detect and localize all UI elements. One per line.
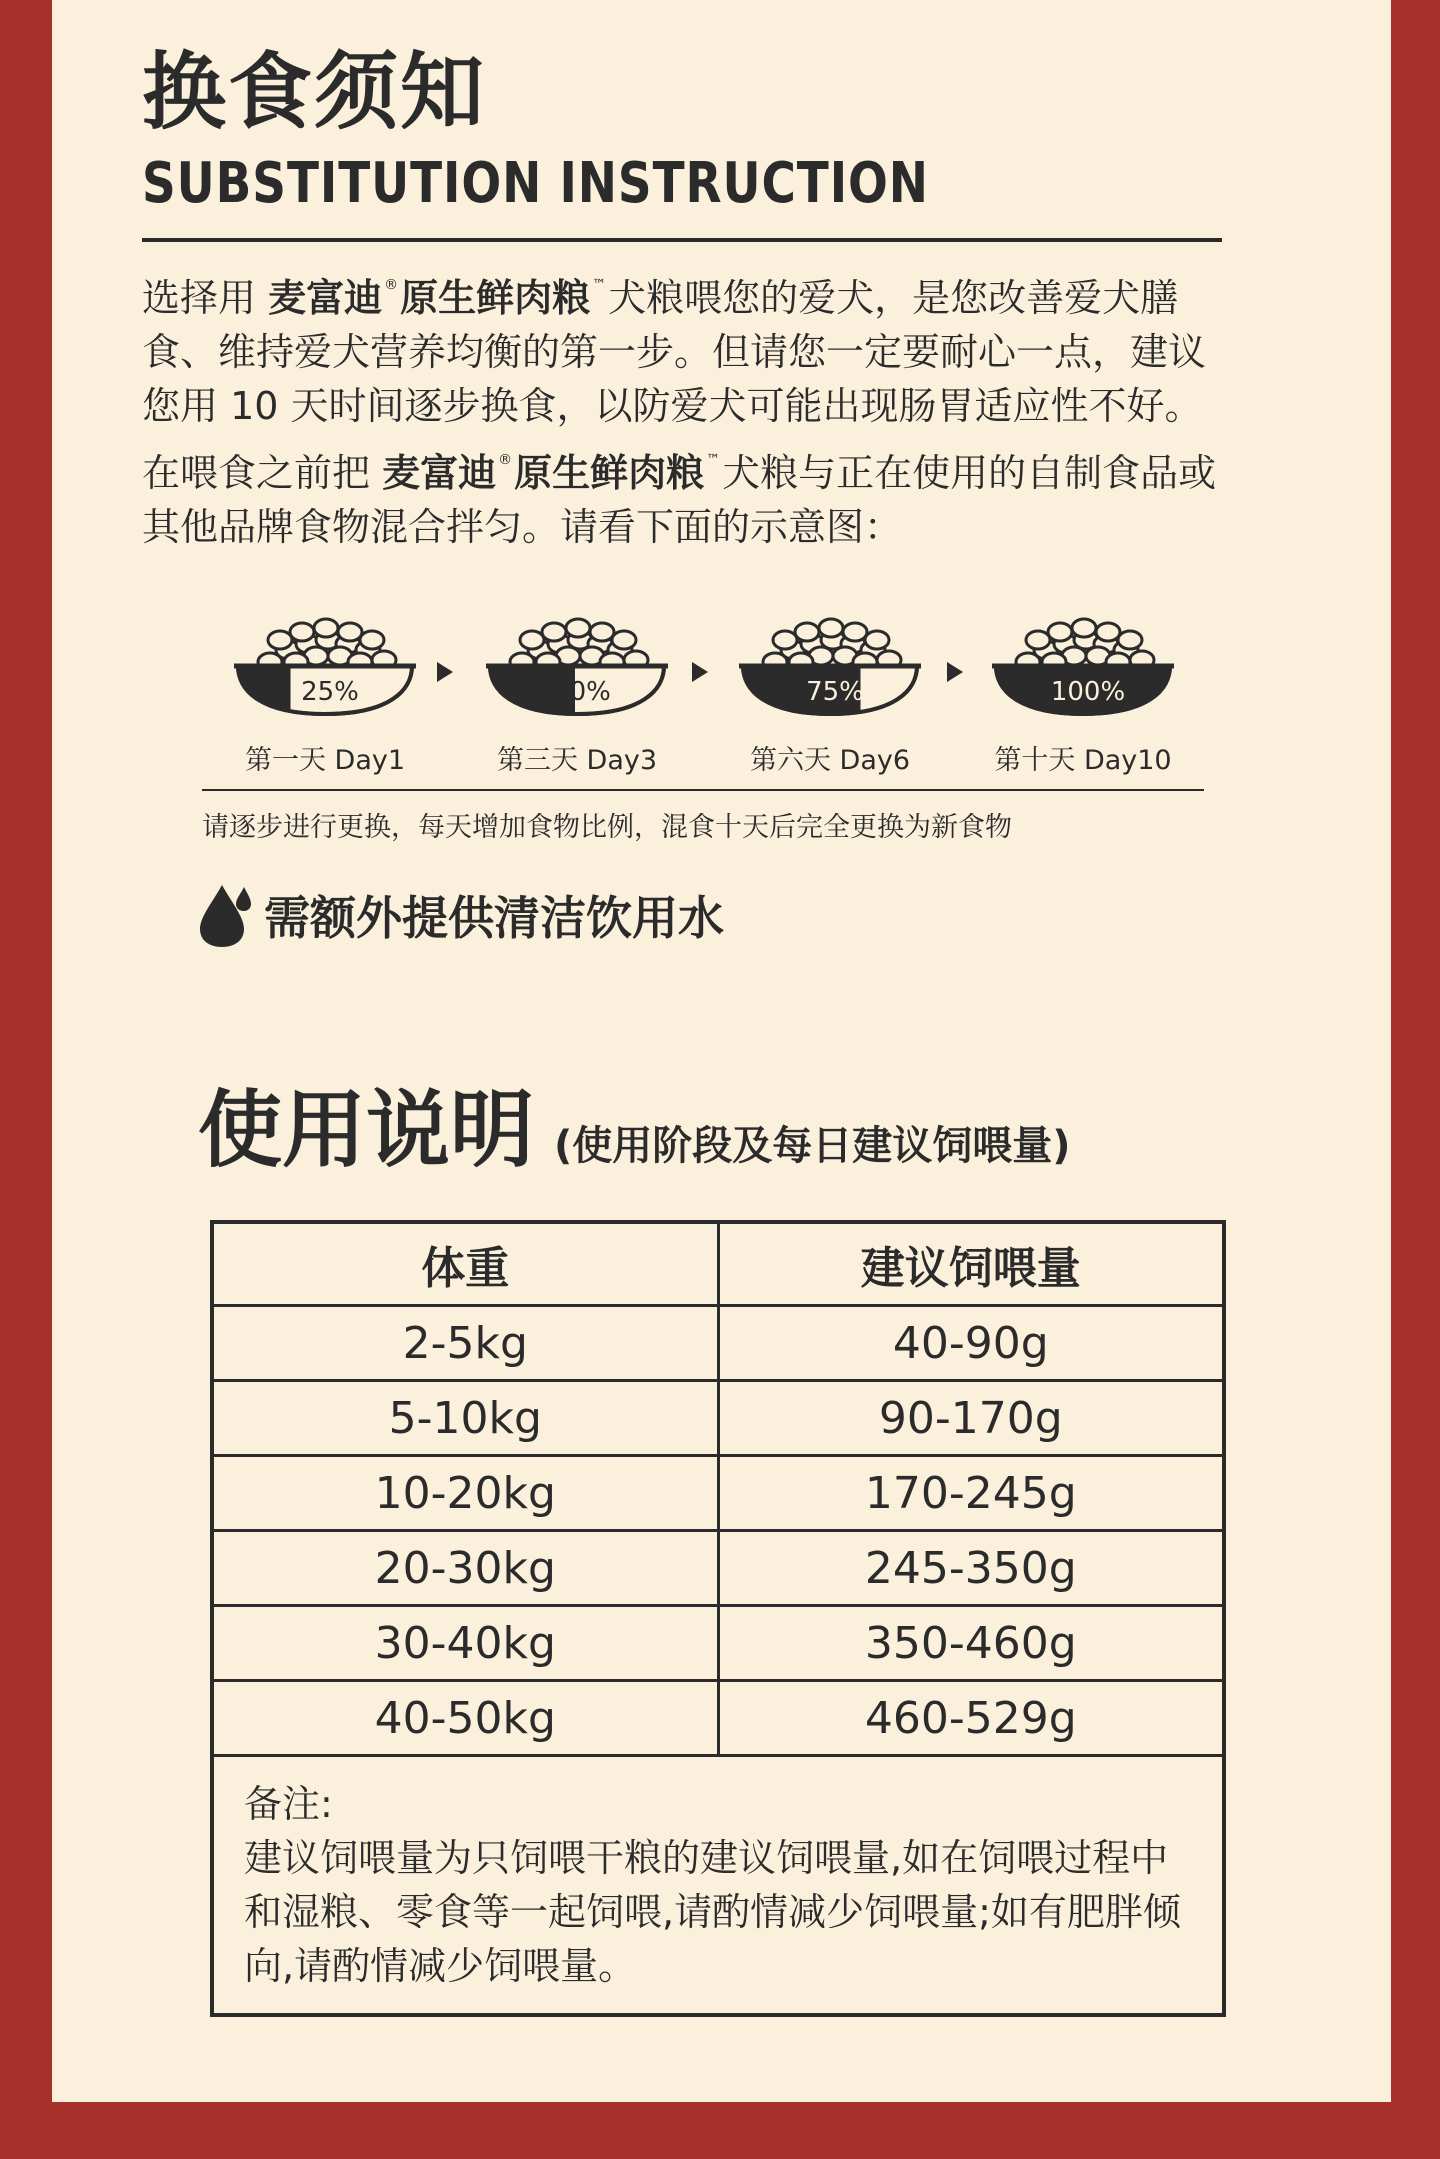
kibble-piece [773,631,797,649]
divider [142,238,1222,242]
arrow-right-icon [947,662,963,682]
kibble-piece [314,619,338,637]
food-bowl-icon [735,610,925,720]
kibble-piece [338,623,362,641]
percent-label: 50% [553,677,611,707]
water-notice-text: 需额外提供清洁饮用水 [264,891,724,945]
product-name: 原生鲜肉粮 [514,451,705,495]
amount-cell: 90-170g [718,1381,1222,1456]
kibble-piece [268,631,292,649]
arrow-right-icon [437,662,453,682]
amount-cell: 245-350g [718,1531,1222,1606]
kibble-piece [843,623,867,641]
weight-cell: 40-50kg [214,1681,718,1756]
step-day1 [225,610,425,777]
kibble-piece [865,631,889,649]
brand-name: 麦富迪 [382,451,497,495]
table-header-row [214,1224,1222,1306]
kibble-piece [1118,631,1142,649]
kibble-piece [520,631,544,649]
water-drop-icon [198,881,252,949]
table-row [214,1606,1222,1681]
page-title: 换食须知 [142,43,487,141]
kibble-piece [1026,631,1050,649]
page-subtitle: SUBSTITUTION INSTRUCTION [142,151,929,216]
table-remark [214,1757,1222,1993]
kibble-piece [566,619,590,637]
step-label: 第一天 Day1 [244,745,406,776]
step-label: 第三天 Day3 [496,745,658,776]
intro-text-3: 犬粮与正在使用的自制食品或其他品牌食物混合拌匀。请看下面的示意图： [142,451,1217,549]
kibble-piece [1048,623,1072,641]
brand-name: 麦富迪 [268,276,383,320]
amount-cell: 460-529g [718,1681,1222,1756]
step-day6 [730,610,930,777]
registered-mark: ® [384,277,399,293]
divider [202,789,1204,791]
food-bowl-icon [230,610,420,720]
arrow-right-icon [692,662,708,682]
table-row [214,1531,1222,1606]
trademark-mark: ™ [706,452,721,468]
kibble-piece [590,623,614,641]
amount-cell: 350-460g [718,1606,1222,1681]
intro-text-2: 犬粮喂您的爱犬，是您改善爱犬膳食、维持爱犬营养均衡的第一步。但请您一定要耐心一点，建议您用 10 天时间逐步换食，以防爱犬可能出现肠胃适应性不好。在喂食之前把 [142,276,1207,495]
column-header-amount: 建议饲喂量 [718,1224,1222,1306]
table-row [214,1306,1222,1381]
kibble-piece [1072,619,1096,637]
remark-title: 备注: [244,1782,333,1826]
kibble-piece [1096,623,1120,641]
column-header-weight: 体重 [214,1224,718,1306]
usage-subtitle: (使用阶段及每日建议饲喂量) [554,1123,1071,1169]
weight-cell: 20-30kg [214,1531,718,1606]
food-bowl-icon [988,610,1178,720]
transition-note: 请逐步进行更换，每天增加食物比例，混食十天后完全更换为新食物 [202,812,1012,843]
kibble-piece [360,631,384,649]
percent-label: 100% [1050,677,1126,707]
step-label: 第十天 Day10 [994,745,1172,776]
usage-heading [198,1081,1071,1179]
feeding-table [210,1220,1226,2017]
food-bowl-icon [482,610,672,720]
step-day10 [983,610,1183,777]
kibble-piece [819,619,843,637]
weight-cell: 10-20kg [214,1456,718,1531]
kibble-piece [290,623,314,641]
kibble-piece [612,631,636,649]
weight-cell: 30-40kg [214,1606,718,1681]
product-name: 原生鲜肉粮 [400,276,591,320]
amount-cell: 170-245g [718,1456,1222,1531]
percent-label: 25% [301,677,359,707]
remark-text: 建议饲喂量为只饲喂干粮的建议饲喂量,如在饲喂过程中和湿粮、零食等一起饲喂,请酌情减少饲喂量;如有肥胖倾向,请酌情减少饲喂量。 [244,1836,1181,1988]
weight-cell: 5-10kg [214,1381,718,1456]
usage-title: 使用说明 [198,1081,535,1179]
step-label: 第六天 Day6 [749,745,911,776]
kibble-piece [795,623,819,641]
weight-cell: 2-5kg [214,1306,718,1381]
registered-mark: ® [498,452,513,468]
percent-label: 75% [806,677,864,707]
transition-steps [225,610,1225,776]
intro-paragraph [142,258,1232,554]
table-row [214,1681,1222,1756]
trademark-mark: ™ [592,277,607,293]
step-day3 [477,610,677,777]
intro-text-1: 选择用 [142,276,269,320]
table-row [214,1456,1222,1531]
table-row [214,1381,1222,1456]
water-notice [198,880,724,950]
kibble-piece [542,623,566,641]
amount-cell: 40-90g [718,1306,1222,1381]
